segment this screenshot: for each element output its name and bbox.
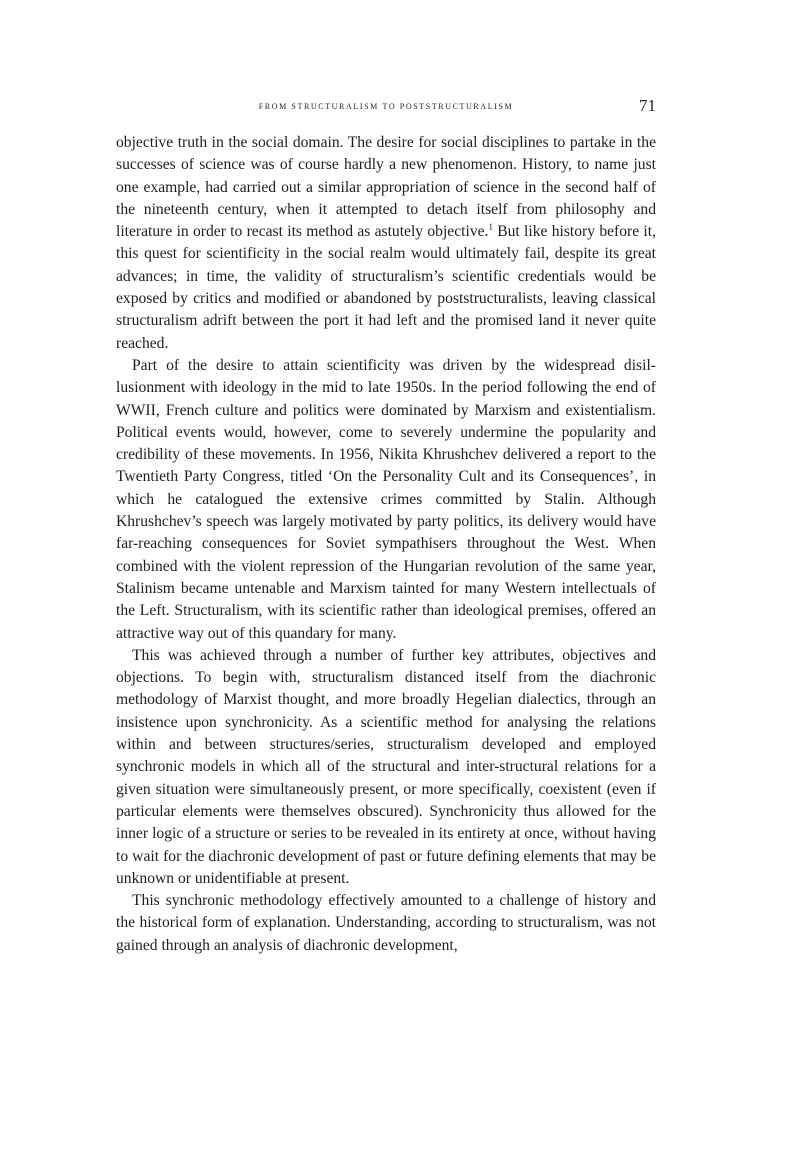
book-page <box>116 96 656 957</box>
running-head <box>116 96 656 120</box>
page-number: 71 <box>639 96 656 115</box>
body-text <box>116 132 656 957</box>
paragraph-1 <box>116 132 656 355</box>
footnote-marker-1[interactable]: 1 <box>488 222 493 233</box>
paragraph-4: This synchronic methodology effectively amounted to a challenge of history and the historical form of explanation. Understanding, according to structuralism, was not gained through an analysis of diachronic development, <box>116 892 656 954</box>
paragraph-1-text-after-note: But like history before it, this quest for scientificity in the social realm would ultimately fail, despite its great advances; in time, the validity of structuralism’s scientific credentials would be exposed by critics and modified or abandoned by poststructuralists, leaving classical structuralism adrift between the port it had left and the promised land it never quite reached. <box>116 223 656 352</box>
paragraph-2: Part of the desire to attain scientificity was driven by the widespread disillusionment with ideology in the mid to late 1950s. In the period following the end of WWII, French culture and politics were dominated by Marxism and existentialism. Political events would, however, come to severely undermine the popularity and credibility of these movements. In 1956, Nikita Khrushchev delivered a report to the Twentieth Party Congress, titled ‘On the Personality Cult and its Consequences’, in which he catalogued the extensive crimes committed by Stalin. Although Khrushchev’s speech was largely motivated by party politics, its delivery would have far-reaching consequences for Soviet sympathisers throughout the West. When combined with the violent repression of the Hungarian revolution of the same year, Stalinism became untenable and Marxism tainted for many Western intellectuals of the Left. Structuralism, with its scientific rather than ideological premises, offered an attractive way out of this quandary for many. <box>116 356 656 642</box>
paragraph-1-text-before-note: objective truth in the social domain. The desire for social disciplines to partake in the successes of science was of course hardly a new phenomenon. History, to name just one example, had carried out a similar appropriation of science in the second half of the nineteenth century, when it attempted to detach itself from philosophy and literature in order to recast its method as astutely objective. <box>116 134 656 241</box>
paragraph-3: This was achieved through a number of further key attributes, objectives and objections. To begin with, structuralism distanced itself from the diachronic methodology of Marxist thought, and more broadly Hegelian dialectics, through an insistence upon synchronicity. As a scientific method for analysing the relations within and between structures/series, structuralism developed and employed synchronic models in which all of the structural and inter-structural relations for a given situation were simultaneously present, or more specifically, coexistent (even if particular elements were themselves obscured). Synchronicity thus allowed for the inner logic of a structure or series to be revealed in its entirety at once, without having to wait for the diachronic development of past or future defining elements that may be unknown or unidentifiable at present. <box>116 646 656 887</box>
running-head-title: from structuralism to poststructuralism <box>258 100 514 112</box>
